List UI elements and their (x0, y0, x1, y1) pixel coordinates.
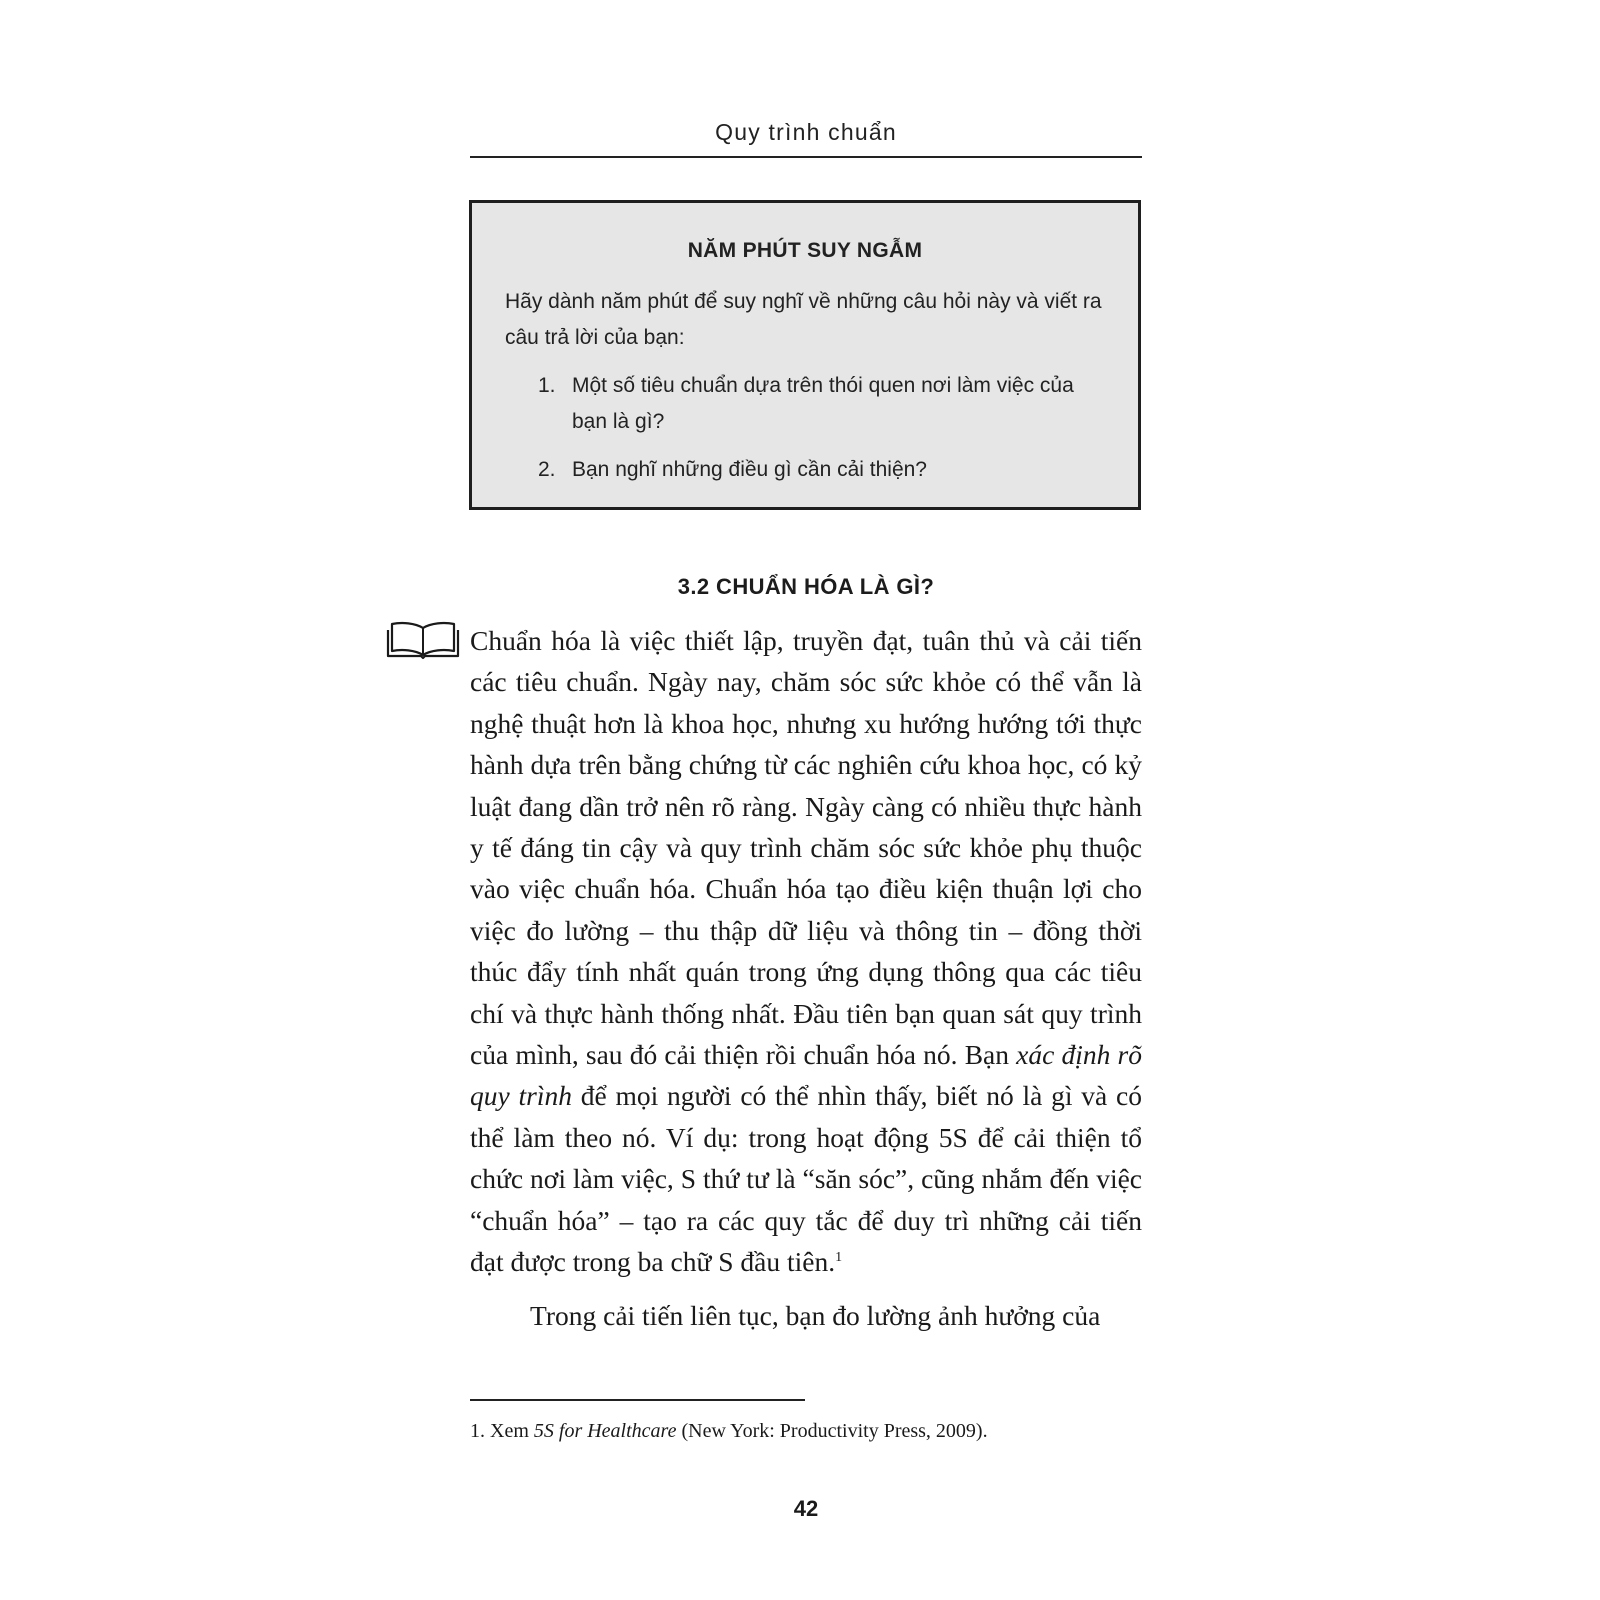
emphasized-phrase: xác định rõ quy trình (470, 1039, 1142, 1112)
reflection-question (505, 452, 1110, 488)
section-heading: 3.2 CHUẨN HÓA LÀ GÌ? (677, 574, 935, 599)
reflection-box-intro: Hãy dành năm phút để suy nghĩ về những câu hỏi này và viết ra câu trả lời của bạn: (505, 290, 1102, 349)
body-text-run: Chuẩn hóa là việc thiết lập, truyền đạt, tuân thủ và cải tiến các tiêu chuẩn. Ngày nay, chăm sóc sức khỏe có thể vẫn là nghệ thuật hơn là khoa học, nhưng xu hướng hướng tới thực hành dựa trên bằng chứng từ các nghiên cứu khoa học, có kỷ luật đang dần trở nên rõ ràng. Ngày càng có nhiều thực hành y tế đáng tin cậy và quy trình chăm sóc sức khỏe phụ thuộc vào việc chuẩn hóa. Chuẩn hóa tạo điều kiện thuận lợi cho việc đo lường – thu thập dữ liệu và thông tin – đồng thời thúc đẩy tính nhất quán trong ứng dụng thông qua các tiêu chí và thực hành thống nhất. Đầu tiên bạn quan sát quy trình của mình, sau đó cải thiện rồi chuẩn hóa nó. Bạn (470, 625, 1142, 1071)
reflection-question (505, 368, 1110, 440)
header-rule (470, 156, 1142, 158)
footnote (470, 1420, 988, 1443)
running-header: Quy trình chuẩn (715, 119, 897, 145)
footnote-suffix: (New York: Productivity Press, 2009). (676, 1420, 988, 1442)
footnote-rule (470, 1399, 805, 1401)
footnote-reference: 1 (835, 1249, 843, 1265)
page-number: 42 (793, 1496, 819, 1521)
reflection-box-title: NĂM PHÚT SUY NGẪM (687, 239, 923, 262)
footnote-prefix: 1. Xem (470, 1420, 534, 1442)
reflection-box (469, 200, 1141, 510)
footnote-book-title: 5S for Healthcare (533, 1420, 677, 1442)
question-number: 1. (538, 374, 556, 397)
reflection-question-list (505, 368, 1110, 500)
body-text-run: để mọi người có thể nhìn thấy, biết nó là gì và có thể làm theo nó. Ví dụ: trong hoạt động 5S để cải thiện tổ chức nơi làm việc, S thứ tư là “săn sóc”, cũng nhắm đến việc “chuẩn hóa” – tạo ra các quy tắc để duy trì những cải tiến đạt được trong ba chữ S đầu tiên. (470, 1080, 1142, 1278)
question-text: Một số tiêu chuẩn dựa trên thói quen nơi làm việc của bạn là gì? (572, 374, 1074, 433)
open-book-icon (386, 620, 460, 660)
question-text: Bạn nghĩ những điều gì cần cải thiện? (572, 458, 927, 481)
question-number: 2. (538, 458, 556, 481)
body-paragraph (470, 620, 1142, 1283)
body-text (470, 620, 1142, 1336)
body-paragraph: Trong cải tiến liên tục, bạn đo lường ảnh hưởng của (530, 1299, 1101, 1331)
